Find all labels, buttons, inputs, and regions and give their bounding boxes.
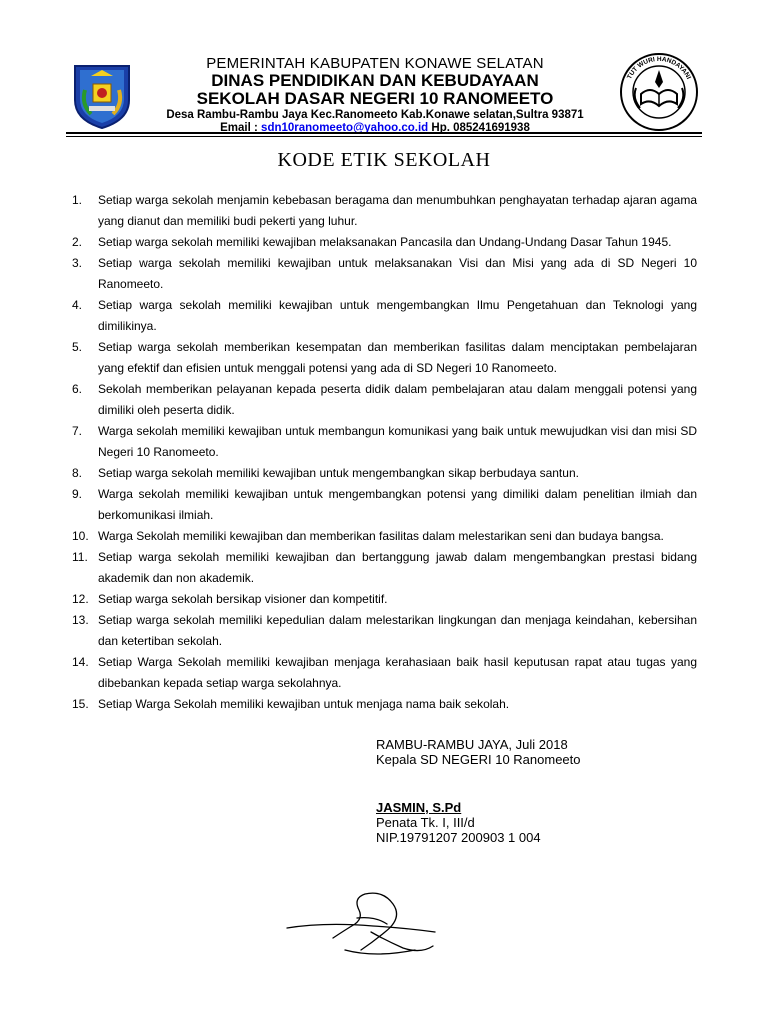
list-item <box>72 694 697 715</box>
list-item-number: 7. <box>72 424 83 438</box>
school-address: Desa Rambu-Rambu Jaya Kec.Ranomeeto Kab.Konawe selatan,Sultra 93871 <box>166 109 584 121</box>
list-item-text: Setiap warga sekolah bersikap visioner dan kompetitif. <box>98 592 388 606</box>
list-item-text: Sekolah memberikan pelayanan kepada peserta didik dalam pembelajaran atau dalam menggali potensi yang dimiliki oleh peserta didik. <box>98 382 697 417</box>
department-line: DINAS PENDIDIKAN DAN KEBUDAYAAN <box>211 71 539 90</box>
letterhead-divider-thick <box>66 132 702 134</box>
government-line: PEMERINTAH KABUPATEN KONAWE SELATAN <box>206 55 544 72</box>
list-item-text: Setiap warga sekolah memiliki kewajiban untuk mengembangkan sikap berbudaya santun. <box>98 466 579 480</box>
tut-wuri-handayani-logo <box>614 50 704 132</box>
list-item-number: 10. <box>72 529 89 543</box>
list-item <box>72 547 697 589</box>
list-item <box>72 253 697 295</box>
list-item-number: 4. <box>72 298 83 312</box>
list-item-text: Setiap warga sekolah menjamin kebebasan beragama dan menumbuhkan penghayatan terhadap ajaran agama yang dianut dan memiliki budi pekerti yang luhur. <box>98 193 697 228</box>
list-item-text: Warga sekolah memiliki kewajiban untuk mengembangkan potensi yang dimiliki dalam penelitian ilmiah dan berkomunikasi ilmiah. <box>98 487 697 522</box>
list-item-number: 13. <box>72 613 89 627</box>
list-item-text: Setiap warga sekolah memiliki kepedulian dalam melestarikan lingkungan dan menjaga keindahan, kebersihan dan ketertiban sekolah. <box>98 613 697 648</box>
list-item-text: Warga Sekolah memiliki kewajiban dan memberikan fasilitas dalam melestarikan seni dan budaya bangsa. <box>98 529 664 543</box>
list-item-number: 5. <box>72 340 83 354</box>
email-link[interactable]: sdn10ranomeeto@yahoo.co.id <box>261 122 429 134</box>
list-item-number: 2. <box>72 235 83 249</box>
list-item <box>72 337 697 379</box>
list-item <box>72 463 697 484</box>
code-of-ethics-list <box>72 190 697 715</box>
place-date: RAMBU-RAMBU JAYA, Juli 2018 <box>376 737 568 752</box>
list-item <box>72 421 697 463</box>
list-item-number: 11. <box>72 550 88 564</box>
signature-block <box>376 737 581 845</box>
list-item <box>72 295 697 337</box>
list-item <box>72 379 697 421</box>
list-item <box>72 484 697 526</box>
list-item-text: Warga sekolah memiliki kewajiban untuk membangun komunikasi yang baik untuk mewujudkan visi dan misi SD Negeri 10 Ranomeeto. <box>98 424 697 459</box>
list-item-text: Setiap warga sekolah memiliki kewajiban untuk mengembangkan Ilmu Pengetahuan dan Teknologi yang dimilikinya. <box>98 298 697 333</box>
list-item <box>72 232 697 253</box>
list-item-number: 9. <box>72 487 83 501</box>
list-item <box>72 610 697 652</box>
list-item-text: Setiap warga sekolah memiliki kewajiban melaksanakan Pancasila dan Undang-Undang Dasar Tahun 1945. <box>98 235 672 249</box>
list-item <box>72 190 697 232</box>
letterhead-divider-thin <box>66 136 702 137</box>
list-item <box>72 589 697 610</box>
list-item <box>72 652 697 694</box>
list-item-text: Setiap Warga Sekolah memiliki kewajiban menjaga kerahasiaan baik hasil keputusan rapat atau tugas yang dibebankan kepada setiap warga sekolahnya. <box>98 655 697 690</box>
signatory-name: JASMIN, S.Pd <box>376 800 462 815</box>
signatory-nip: NIP.19791207 200903 1 004 <box>376 830 541 845</box>
list-item-number: 6. <box>72 382 83 396</box>
emblem-motto: TUT WURI HANDAYANI <box>626 55 692 81</box>
document-title: KODE ETIK SEKOLAH <box>277 149 491 171</box>
email-label: Email : <box>220 122 262 134</box>
letterhead <box>140 56 610 135</box>
list-item-number: 15. <box>72 697 89 711</box>
list-item-text: Setiap warga sekolah memiliki kewajiban dan bertanggung jawab dalam mengembangkan prestasi bidang akademik dan non akademik. <box>98 550 697 585</box>
list-item-number: 14. <box>72 655 89 669</box>
signatory-position: Kepala SD NEGERI 10 Ranomeeto <box>376 752 581 767</box>
signatory-rank: Penata Tk. I, III/d <box>376 815 475 830</box>
regency-emblem-logo <box>67 60 137 130</box>
list-item-number: 12. <box>72 592 89 606</box>
handwritten-signature <box>285 888 485 968</box>
list-item-number: 1. <box>72 193 83 207</box>
list-item-text: Setiap Warga Sekolah memiliki kewajiban untuk menjaga nama baik sekolah. <box>98 697 510 711</box>
list-item-number: 8. <box>72 466 83 480</box>
list-item-number: 3. <box>72 256 83 270</box>
list-item-text: Setiap warga sekolah memberikan kesempatan dan memberikan fasilitas dalam menciptakan pembelajaran yang efektif dan efisien untuk menggali potensi yang ada di SD Negeri 10 Ranomeeto. <box>98 340 697 375</box>
list-item-text: Setiap warga sekolah memiliki kewajiban untuk melaksanakan Visi dan Misi yang ada di SD Negeri 10 Ranomeeto. <box>98 256 697 291</box>
school-name: SEKOLAH DASAR NEGERI 10 RANOMEETO <box>196 89 554 108</box>
list-item <box>72 526 697 547</box>
phone-number: Hp. 085241691938 <box>428 122 530 134</box>
